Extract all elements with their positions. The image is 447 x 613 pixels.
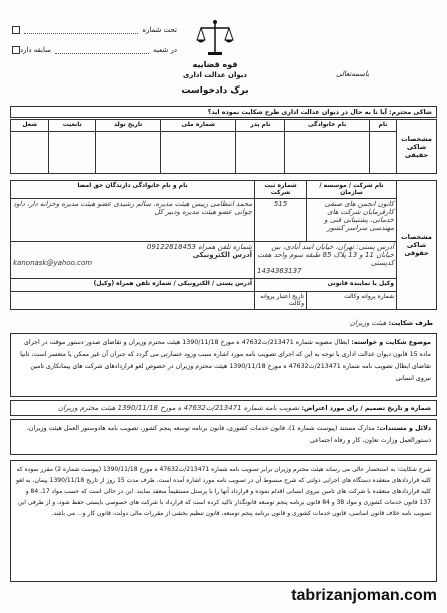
header-first-name: نام bbox=[369, 120, 396, 132]
cell-father-name[interactable] bbox=[236, 132, 285, 174]
address-value: آدرس پستی: تهران، خیابان اسد آبادی، بین خیابان 11 و 13 پلاک 85 طبقه سوم واحد هفت کدپستی bbox=[257, 242, 394, 267]
header-national-id: شماره ملی bbox=[161, 120, 236, 132]
postcode-value: 1434363137 bbox=[257, 266, 302, 275]
decision-ref-box[interactable] bbox=[10, 400, 437, 416]
cell-birth-date[interactable] bbox=[96, 132, 161, 174]
header-reg-number: شماره ثبت شرکت bbox=[255, 181, 307, 199]
scales-of-justice-icon bbox=[195, 18, 235, 58]
defendant-value[interactable]: هیئت وزیران bbox=[349, 319, 387, 327]
org-name: دیوان عدالت اداری bbox=[183, 71, 247, 79]
branch-label: در شعبه bbox=[153, 46, 177, 54]
decision-ref-label: شماره و تاریخ تصمیم / رای مورد اعتراض: bbox=[301, 405, 431, 412]
cell-occupation[interactable] bbox=[11, 132, 49, 174]
agent-contact-label: آدرس پستی / الکترونیکی / شماره تلفن همراه (وکیل) bbox=[11, 279, 255, 292]
address-cell[interactable] bbox=[255, 241, 397, 278]
cell-national-id[interactable] bbox=[161, 132, 236, 174]
license-number-label: شماره پروانه وکالت bbox=[307, 291, 397, 309]
company-name-value[interactable]: کانون انجمن های صنفی کارفرمایان شرکت های خدماتی، پشتیبانی فنی و مهندسی سراسر کشور bbox=[307, 199, 397, 242]
prior-complaint-notice: شاکی محترم: آیا تا به حال در دیوان عدالت اداری طرح شکایت نموده اید؟ bbox=[10, 106, 437, 118]
registration-label: تحت شماره bbox=[142, 26, 177, 34]
form-title: برگ دادخواست bbox=[181, 86, 249, 96]
contact-cell[interactable] bbox=[11, 241, 255, 278]
registration-number-field[interactable] bbox=[24, 26, 138, 34]
defendant-label: طرف شکایت: bbox=[388, 319, 433, 327]
subject-box[interactable] bbox=[10, 333, 437, 397]
header-birth-date: تاریخ تولد bbox=[96, 120, 161, 132]
cell-last-name[interactable] bbox=[285, 132, 369, 174]
header-last-name: نام خانوادگی bbox=[285, 120, 369, 132]
cell-first-name[interactable] bbox=[369, 132, 396, 174]
prior-checkbox[interactable] bbox=[12, 46, 20, 54]
license-date-label: تاریخ اعتبار پروانه وکالت bbox=[255, 291, 307, 309]
legal-party-side-label: مشخصات شاکی حقوقی bbox=[397, 181, 437, 310]
reg-number-value[interactable]: 515 bbox=[255, 199, 307, 242]
header-occupation: شغل bbox=[11, 120, 49, 132]
evidence-text: مدارک مستند (پیوست شماره 1)، قانون خدمات کشوری، قانون برنامه توسعه پنجم کشور، تصویب نامه هادوستور العمل هیئت وزیران، دستورالعمل وزارت تعاون، کار و رفاه اجتماعی bbox=[26, 425, 431, 444]
signatories-value[interactable]: محمد انتظامی رییس هیئت مدیره، سالم رشیدی عضو هیئت مدیره وخزانه دار، داود جوانی عضو هیئت مدیره ودبیر کل bbox=[11, 199, 255, 242]
decision-ref-text: تصویب نامه شماره 213471/ت47632 ه مورخ 1390/11/18 هیئت محترم وزیران bbox=[57, 404, 300, 412]
real-party-table bbox=[10, 119, 437, 174]
prior-label: سابقه دارد bbox=[20, 46, 52, 54]
real-party-side-label: مشخصات شاکی حقیقی bbox=[397, 120, 437, 174]
header-signatories: نام و نام خانوادگی دارندگان حق امضا bbox=[11, 181, 255, 199]
registration-checkbox[interactable] bbox=[12, 26, 20, 34]
defendant-line bbox=[10, 318, 437, 328]
complaint-body-box[interactable] bbox=[10, 460, 437, 582]
subject-text: ابطال مصوبه شماره 213471/ت47632 ه مورخ 1390/11/18 هیئت محترم وزیران و تقاضای صدور دستور موقت در اجرای ماده 15 قانون دیوان عدالت اداری با توجه به این که اجرای تصویب نامه مورد اشاره سبب ورود خسارتی می گردد که جبران آن غیر ممکن یا متعسر است، ثانیا تقاضای ابطال تصویب نامه شماره 213471/ت47632 ه مورخ 1390/11/18 هیئت محترم وزیران در خصوص لغو قراردادهای شرکت های پیمانکاری تامین نیروی انسانی bbox=[20, 339, 431, 382]
branch-field[interactable] bbox=[55, 46, 149, 54]
agent-contact-value[interactable] bbox=[11, 291, 255, 309]
cell-nationality[interactable] bbox=[49, 132, 96, 174]
site-watermark: tabrizanjoman.com bbox=[291, 587, 437, 604]
email-label: آدرس الکترونیکی bbox=[192, 250, 252, 259]
judiciary-title: قوه قضاییه bbox=[192, 60, 238, 69]
legal-party-table bbox=[10, 180, 437, 310]
evidence-label: دلائل و مستندات: bbox=[376, 425, 431, 432]
phone-value: شماره تلفن همراه 09122818453 bbox=[146, 242, 252, 251]
bismillah: باسمه‌تعالی bbox=[336, 70, 370, 78]
header-company-name: نام شرکت / موسسه / سازمان bbox=[307, 181, 397, 199]
header-nationality: تابعیت bbox=[49, 120, 96, 132]
email-value: kanonask@yahoo.com bbox=[13, 258, 93, 267]
evidence-box[interactable] bbox=[10, 419, 437, 455]
subject-label: موضوع شکایت و خواسته: bbox=[351, 339, 431, 346]
agent-label: وکیل یا نماینده قانونی bbox=[255, 279, 397, 292]
complaint-body-text: شرح شکایت: به استحضار عالی می رساند هیئت محترم وزیران برابر تصویب نامه شماره 213471/ت47632 ه مورخ 1390/11/18 (پیوست شماره 2) مقرر نموده که کلیه قراردادهای منعقده دستگاه های اجرایی دولتی که شرح مبسوط آن در تصویب نامه مورد اشاره آمده است، ظرف مدت 15 روز از تاریخ 1390/11/18 پیمان، به لغو کلیه قراردادهای منعقده با شرکت های تامین نیروی انسانی اقدام نموده و قرارداد آنها را با پرسنل مستقیماً منعقد نمایند. این در حالی است که حسب مواد 17، 84 و 137 قانون خدمات کشوری و مواد 38 و 84 قانون برنامه پنجم توسعه قانونگذار تاکید کرده است که قرارداد با شرکت های خصوصی بایستی حفظ شود، و از طرفی این تصویب نامه خلاف قانون اساسی، قانون خدمات کشوری و قانون برنامه پنجم توسعه، قانون تنظیم بخشی از مقررات مالی دولت، قانون کار و... می باشد. bbox=[16, 466, 431, 517]
header-father-name: نام پدر bbox=[236, 120, 285, 132]
